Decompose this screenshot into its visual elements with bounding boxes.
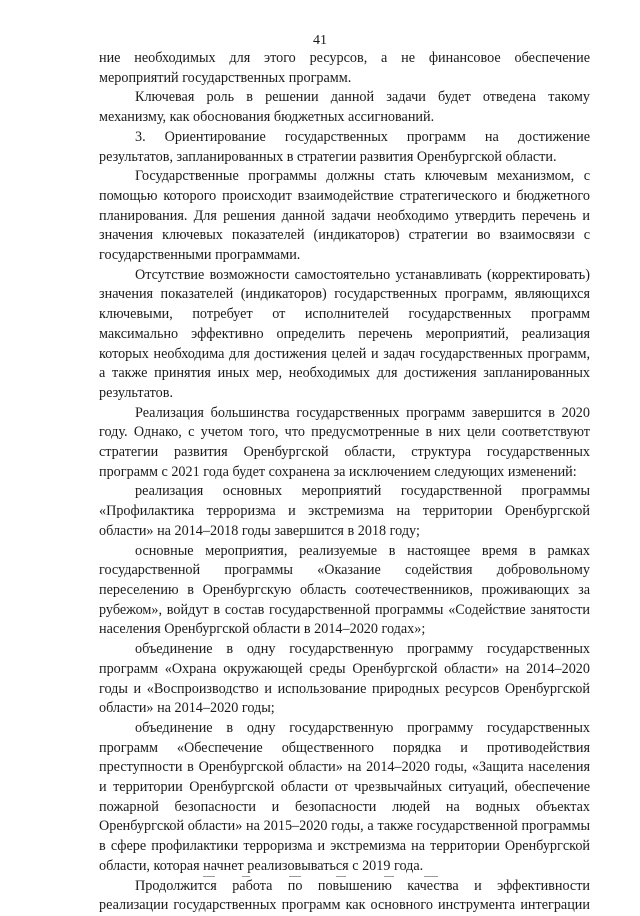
document-body bbox=[99, 49, 590, 916]
scan-speck bbox=[336, 876, 346, 877]
page-number: 41 bbox=[313, 33, 327, 48]
paragraph-continued-work: Продолжится работа по повышению качества и эффективности реализации государственных программ как основного инструмента интеграции bbox=[99, 877, 590, 914]
scan-speck bbox=[242, 876, 250, 877]
paragraph-item-3-heading: 3. Ориентирование государственных программ на достижение результатов, запланированных в стратегии развития Оренбургской области. bbox=[99, 128, 590, 165]
paragraph-key-mechanism: Государственные программы должны стать ключевым механизмом, с помощью которого происходит взаимодействие стратегического и бюджетного планирования. Для решения данной задачи необходимо утвердить перечень и значения ключевых показателей (индикаторов) стратегии во взаимосвязи с государственными программами. bbox=[99, 168, 590, 264]
paragraph-key-role: Ключевая роль в решении данной задачи будет отведена такому механизму, как обоснования бюджетных ассигнований. bbox=[99, 89, 590, 126]
scan-speck bbox=[424, 876, 438, 877]
list-item-terrorism-program: реализация основных мероприятий государственной программы «Профилактика терроризма и экстремизма на территории Оренбургской области» на 2014–2018 годы завершится в 2018 году; bbox=[99, 483, 590, 539]
paragraph-indicators: Отсутствие возможности самостоятельно устанавливать (корректировать) значения показателей (индикаторов) государственных программ, являющихся ключевыми, потребует от исполнителей государственных программ максимально эффективно определить перечень мероприятий, реализация которых необходима для достижения целей и задач государственных программ, а также принятия иных мер, необходимых для достижения запланированных результатов. bbox=[99, 266, 590, 401]
list-item-environment-merge: объединение в одну государственную программу государственных программ «Охрана окружающей среды Оренбургской области» на 2014–2020 годы и «Воспроизводство и использование природных ресурсов Оренбургской области» на 2014–2020 годы; bbox=[99, 641, 590, 717]
list-item-resettlement-program: основные мероприятия, реализуемые в настоящее время в рамках государственной программы «Оказание содействия добровольному переселению в Оренбургскую область соотечественников, проживающих за рубежом», войдут в состав государственной программы «Содействие занятости населения Оренбургской области в 2014–2020 годах»; bbox=[99, 542, 590, 638]
scan-artifacts bbox=[0, 876, 640, 884]
paragraph-implementation-2020: Реализация большинства государственных программ завершится в 2020 году. Однако, с учетом того, что предусмотренные в них цели соответствуют стратегии развития Оренбургской области, структура государственных программ с 2021 года будет сохранена за исключением следующих изменений: bbox=[99, 404, 590, 480]
scan-speck bbox=[203, 876, 215, 877]
list-item-public-order-merge: объединение в одну государственную программу государственных программ «Обеспечение общественного порядка и противодействия преступности в Оренбургской области» на 2014–2020 годы, «Защита населения и территории Оренбургской области от чрезвычайных ситуаций, обеспечение пожарной безопасности и безопасности людей на водных объектах Оренбургской области» на 2015–2020 годы, а также государственной программы в сфере профилактики терроризма и экстремизма на территории Оренбургской области, которая начнет реализовываться с 2019 года. bbox=[99, 719, 590, 874]
scan-speck bbox=[384, 876, 394, 877]
paragraph-continuation: ние необходимых для этого ресурсов, а не финансовое обеспечение мероприятий государственных программ. bbox=[99, 50, 590, 86]
scan-speck bbox=[289, 876, 301, 877]
